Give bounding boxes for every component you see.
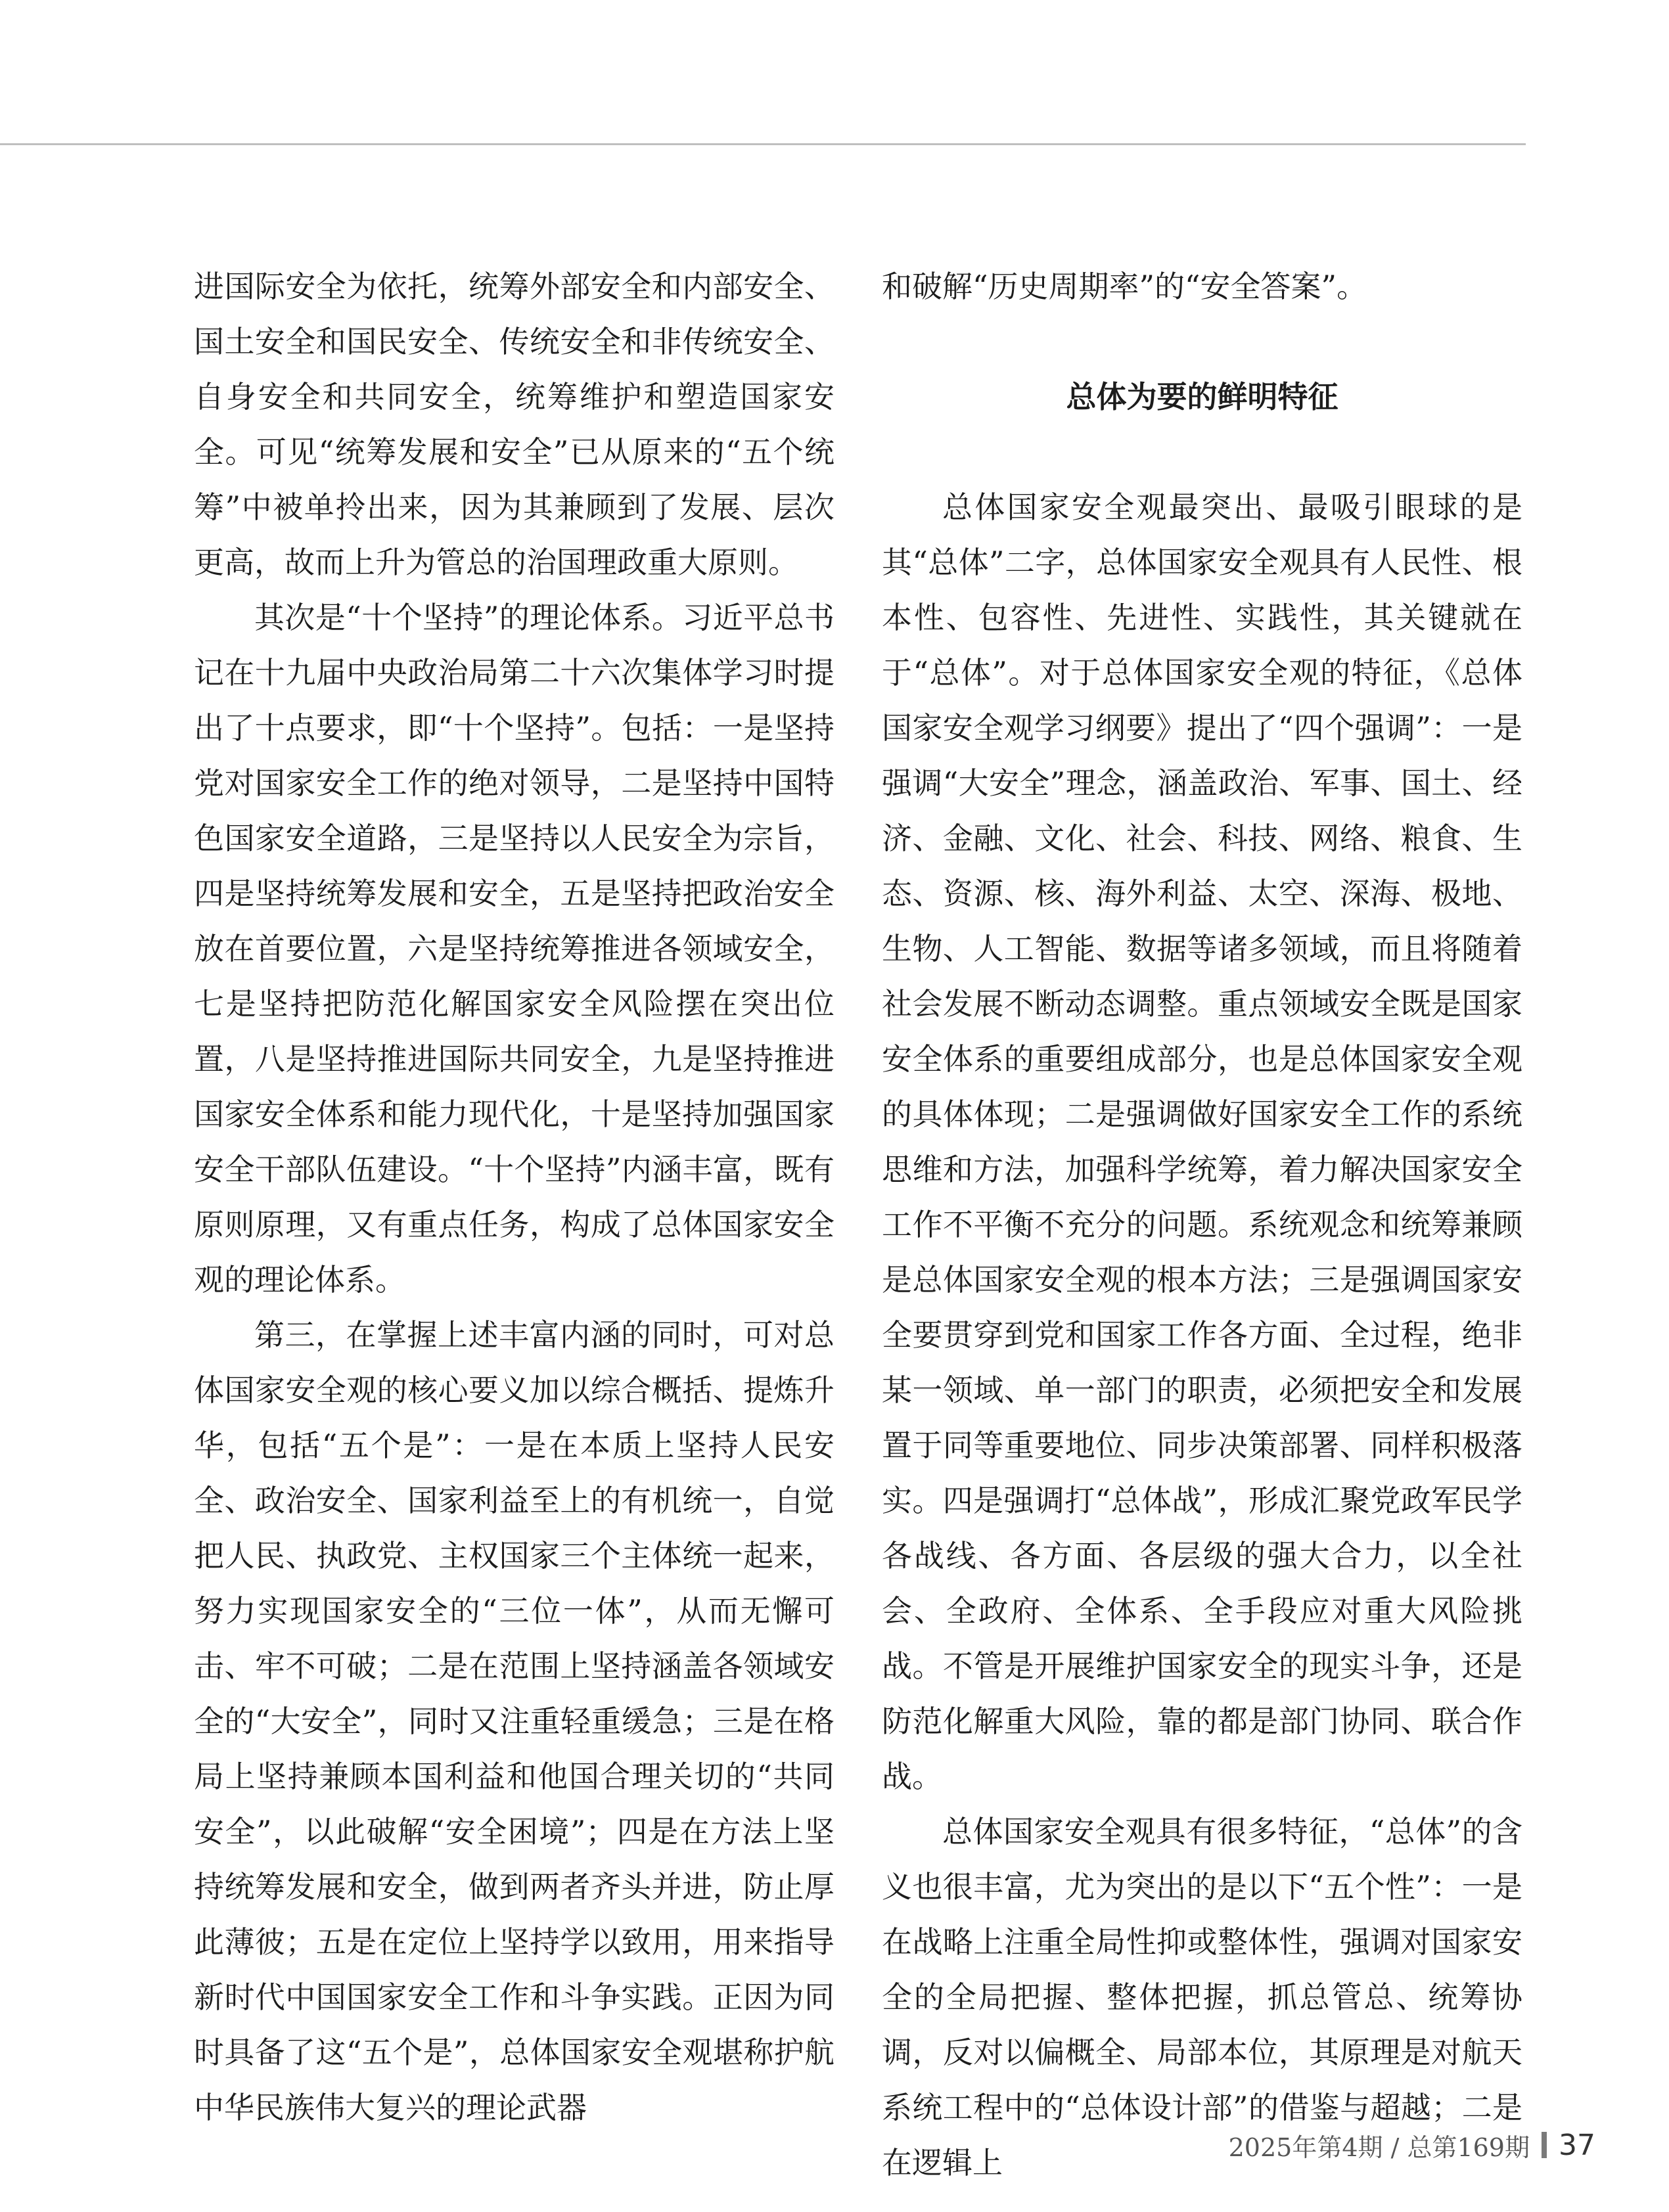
paragraph-ten-persistences: 其次是“十个坚持”的理论体系。习近平总书记在十九届中央政治局第二十六次集体学习时提出了十点要求，即“十个坚持”。包括：一是坚持党对国家安全工作的绝对领导，二是坚持中国特色国家安全道路，三是坚持以人民安全为宗旨，四是坚持统筹发展和安全，五是坚持把政治安全放在首要位置，六是坚持统筹推进各领域安全，七是坚持把防范化解国家安全风险摆在突出位置，八是坚持推进国际共同安全，九是坚持推进国家安全体系和能力现代化，十是坚持加强国家安全干部队伍建设。“十个坚持”内涵丰富，既有原则原理，又有重点任务，构成了总体国家安全观的理论体系。 [194,600,834,1298]
right-column [882,259,1522,2190]
paragraph-overall-features: 总体国家安全观最突出、最吸引眼球的是其“总体”二字，总体国家安全观具有人民性、根本性、包容性、先进性、实践性，其关键就在于“总体”。对于总体国家安全观的特征，《总体国家安全观学习纲要》提出了“四个强调”：一是强调“大安全”理念，涵盖政治、军事、国土、经济、金融、文化、社会、科技、网络、粮食、生态、资源、核、海外利益、太空、深海、极地、生物、人工智能、数据等诸多领域，而且将随着社会发展不断动态调整。重点领域安全既是国家安全体系的重要组成部分，也是总体国家安全观的具体体现；二是强调做好国家安全工作的系统思维和方法，加强科学统筹，着力解决国家安全工作不平衡不充分的问题。系统观念和统筹兼顾是总体国家安全观的根本方法；三是强调国家安全要贯穿到党和国家工作各方面、全过程，绝非某一领域、单一部门的职责，必须把安全和发展置于同等重要地位、同步决策部署、同样积极落实。四是强调打“总体战”，形成汇聚党政军民学各战线、各方面、各层级的强大合力，以全社会、全政府、全体系、全手段应对重大风险挑战。不管是开展维护国家安全的现实斗争，还是防范化解重大风险，靠的都是部门协同、联合作战。 [882,489,1522,1794]
header-rule [0,143,1526,145]
paragraph-continuation-right: 和破解“历史周期率”的“安全答案”。 [882,269,1367,304]
paragraph-continuation: 进国际安全为依托，统筹外部安全和内部安全、国土安全和国民安全、传统安全和非传统安全、自身安全和共同安全，统筹维护和塑造国家安全。可见“统筹发展和安全”已从原来的“五个统筹”中被单拎出来，因为其兼顾到了发展、层次更高，故而上升为管总的治国理政重大原则。 [194,269,834,580]
section-heading: 总体为要的鲜明特征 [1066,379,1338,415]
page-number: 37 [1559,2128,1595,2162]
left-column [194,259,834,2135]
page-footer [1229,2125,1595,2165]
issue-info: 2025年第4期 / 总第169期 [1228,2133,1530,2162]
footer-separator-bar [1542,2132,1547,2158]
paragraph-five-characteristics: 总体国家安全观具有很多特征，“总体”的含义也很丰富，尤为突出的是以下“五个性”：一是在战略上注重全局性抑或整体性，强调对国家安全的全局把握、整体把握，抓总管总、统筹协调，反对以偏概全、局部本位，其原理是对航天系统工程中的“总体设计部”的借鉴与超越；二是在逻辑上 [882,1814,1522,2180]
paragraph-five-points: 第三，在掌握上述丰富内涵的同时，可对总体国家安全观的核心要义加以综合概括、提炼升华，包括“五个是”：一是在本质上坚持人民安全、政治安全、国家利益至上的有机统一，自觉把人民、执政党、主权国家三个主体统一起来，努力实现国家安全的“三位一体”，从而无懈可击、牢不可破；二是在范围上坚持涵盖各领域安全的“大安全”，同时又注重轻重缓急；三是在格局上坚持兼顾本国利益和他国合理关切的“共同安全”，以此破解“安全困境”；四是在方法上坚持统筹发展和安全，做到两者齐头并进，防止厚此薄彼；五是在定位上坚持学以致用，用来指导新时代中国国家安全工作和斗争实践。正因为同时具备了这“五个是”，总体国家安全观堪称护航中华民族伟大复兴的理论武器 [194,1317,834,2125]
